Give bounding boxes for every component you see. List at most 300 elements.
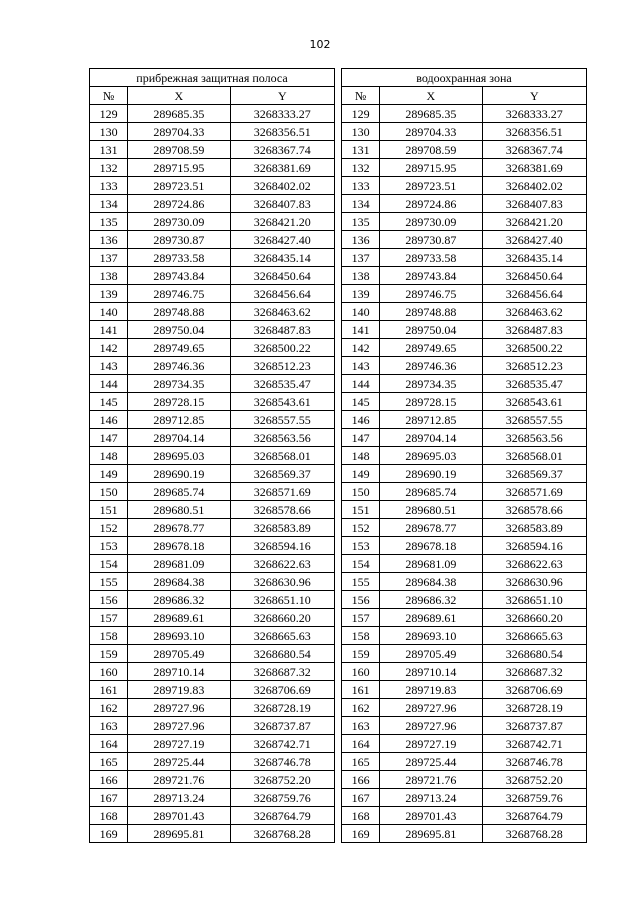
- cell-num: 130: [342, 123, 380, 141]
- table-row: [342, 537, 587, 555]
- table-row: [90, 825, 335, 843]
- cell-num: 147: [342, 429, 380, 447]
- cell-x: 289743.84: [128, 267, 230, 285]
- table-row: [342, 591, 587, 609]
- cell-num: 164: [342, 735, 380, 753]
- cell-x: 289746.75: [128, 285, 230, 303]
- cell-num: 150: [342, 483, 380, 501]
- table-row: [90, 303, 335, 321]
- cell-y: 3268450.64: [482, 267, 586, 285]
- table-row: [90, 393, 335, 411]
- cell-num: 129: [90, 105, 128, 123]
- cell-x: 289704.33: [380, 123, 482, 141]
- cell-x: 289721.76: [128, 771, 230, 789]
- cell-num: 169: [90, 825, 128, 843]
- cell-y: 3268367.74: [230, 141, 334, 159]
- cell-x: 289678.18: [128, 537, 230, 555]
- cell-x: 289727.19: [380, 735, 482, 753]
- cell-x: 289727.96: [128, 699, 230, 717]
- cell-y: 3268512.23: [230, 357, 334, 375]
- cell-x: 289685.35: [380, 105, 482, 123]
- cell-num: 168: [342, 807, 380, 825]
- cell-x: 289705.49: [128, 645, 230, 663]
- table-row: [90, 807, 335, 825]
- table-row: [90, 591, 335, 609]
- table-row: [90, 141, 335, 159]
- cell-num: 144: [90, 375, 128, 393]
- cell-num: 134: [90, 195, 128, 213]
- cell-y: 3268571.69: [482, 483, 586, 501]
- table-row: [342, 645, 587, 663]
- cell-y: 3268706.69: [482, 681, 586, 699]
- cell-y: 3268535.47: [482, 375, 586, 393]
- cell-y: 3268622.63: [230, 555, 334, 573]
- cell-num: 149: [342, 465, 380, 483]
- cell-num: 146: [342, 411, 380, 429]
- cell-num: 160: [342, 663, 380, 681]
- cell-x: 289713.24: [128, 789, 230, 807]
- cell-num: 159: [342, 645, 380, 663]
- cell-num: 145: [90, 393, 128, 411]
- cell-x: 289704.14: [128, 429, 230, 447]
- table-row: [90, 213, 335, 231]
- cell-x: 289746.36: [380, 357, 482, 375]
- cell-num: 163: [342, 717, 380, 735]
- cell-num: 164: [90, 735, 128, 753]
- cell-num: 156: [342, 591, 380, 609]
- cell-x: 289712.85: [380, 411, 482, 429]
- cell-num: 141: [90, 321, 128, 339]
- cell-y: 3268622.63: [482, 555, 586, 573]
- table-row: [90, 321, 335, 339]
- cell-num: 138: [342, 267, 380, 285]
- table-row: [342, 483, 587, 501]
- cell-y: 3268367.74: [482, 141, 586, 159]
- cell-num: 149: [90, 465, 128, 483]
- table-row: [90, 681, 335, 699]
- cell-y: 3268450.64: [230, 267, 334, 285]
- cell-y: 3268759.76: [482, 789, 586, 807]
- column-header-x: X: [380, 87, 482, 105]
- table-row: [90, 501, 335, 519]
- table-row: [90, 195, 335, 213]
- cell-x: 289695.03: [128, 447, 230, 465]
- cell-num: 132: [342, 159, 380, 177]
- cell-x: 289710.14: [380, 663, 482, 681]
- cell-num: 140: [90, 303, 128, 321]
- cell-num: 131: [342, 141, 380, 159]
- cell-y: 3268568.01: [482, 447, 586, 465]
- cell-num: 165: [342, 753, 380, 771]
- cell-num: 161: [342, 681, 380, 699]
- cell-num: 165: [90, 753, 128, 771]
- table-row: [342, 771, 587, 789]
- page-number: 102: [309, 38, 331, 51]
- table-row: [342, 177, 587, 195]
- cell-x: 289721.76: [380, 771, 482, 789]
- cell-num: 134: [342, 195, 380, 213]
- cell-num: 148: [342, 447, 380, 465]
- cell-num: 160: [90, 663, 128, 681]
- cell-x: 289743.84: [380, 267, 482, 285]
- cell-num: 151: [90, 501, 128, 519]
- table-row: [342, 393, 587, 411]
- cell-num: 153: [342, 537, 380, 555]
- cell-x: 289678.77: [128, 519, 230, 537]
- table-body: [90, 105, 335, 843]
- table-row: [342, 195, 587, 213]
- cell-y: 3268402.02: [230, 177, 334, 195]
- cell-x: 289723.51: [380, 177, 482, 195]
- cell-y: 3268500.22: [230, 339, 334, 357]
- cell-y: 3268456.64: [482, 285, 586, 303]
- cell-y: 3268356.51: [482, 123, 586, 141]
- table-row: [90, 375, 335, 393]
- cell-x: 289733.58: [380, 249, 482, 267]
- cell-num: 152: [90, 519, 128, 537]
- cell-y: 3268583.89: [230, 519, 334, 537]
- table-row: [90, 789, 335, 807]
- cell-y: 3268660.20: [230, 609, 334, 627]
- table-row: [342, 627, 587, 645]
- cell-y: 3268500.22: [482, 339, 586, 357]
- cell-x: 289680.51: [128, 501, 230, 519]
- cell-x: 289730.87: [128, 231, 230, 249]
- table-row: [90, 465, 335, 483]
- table-title: прибрежная защитная полоса: [90, 69, 335, 87]
- table-row: [342, 339, 587, 357]
- cell-y: 3268746.78: [482, 753, 586, 771]
- cell-x: 289685.35: [128, 105, 230, 123]
- cell-num: 155: [342, 573, 380, 591]
- cell-y: 3268381.69: [482, 159, 586, 177]
- cell-x: 289724.86: [380, 195, 482, 213]
- table-row: [342, 105, 587, 123]
- table-row: [342, 573, 587, 591]
- table-row: [342, 519, 587, 537]
- table-row: [342, 321, 587, 339]
- cell-num: 166: [342, 771, 380, 789]
- table-row: [90, 411, 335, 429]
- cell-y: 3268759.76: [230, 789, 334, 807]
- cell-x: 289693.10: [380, 627, 482, 645]
- table-row: [342, 825, 587, 843]
- cell-y: 3268571.69: [230, 483, 334, 501]
- cell-y: 3268752.20: [482, 771, 586, 789]
- cell-y: 3268487.83: [482, 321, 586, 339]
- cell-x: 289695.03: [380, 447, 482, 465]
- table-row: [90, 429, 335, 447]
- cell-x: 289727.96: [380, 717, 482, 735]
- cell-x: 289681.09: [380, 555, 482, 573]
- cell-x: 289733.58: [128, 249, 230, 267]
- cell-y: 3268568.01: [230, 447, 334, 465]
- cell-y: 3268402.02: [482, 177, 586, 195]
- cell-num: 147: [90, 429, 128, 447]
- cell-y: 3268594.16: [230, 537, 334, 555]
- cell-num: 130: [90, 123, 128, 141]
- cell-x: 289689.61: [128, 609, 230, 627]
- column-header-y: Y: [230, 87, 334, 105]
- table-row: [90, 159, 335, 177]
- cell-num: 169: [342, 825, 380, 843]
- table-row: [342, 465, 587, 483]
- cell-num: 137: [90, 249, 128, 267]
- cell-num: 140: [342, 303, 380, 321]
- water-protection-zone-table: [341, 68, 587, 843]
- cell-x: 289748.88: [128, 303, 230, 321]
- cell-num: 138: [90, 267, 128, 285]
- cell-y: 3268687.32: [230, 663, 334, 681]
- cell-y: 3268569.37: [230, 465, 334, 483]
- cell-num: 144: [342, 375, 380, 393]
- cell-y: 3268752.20: [230, 771, 334, 789]
- cell-x: 289750.04: [380, 321, 482, 339]
- cell-num: 136: [90, 231, 128, 249]
- cell-y: 3268557.55: [230, 411, 334, 429]
- cell-num: 133: [342, 177, 380, 195]
- column-header-num: №: [342, 87, 380, 105]
- cell-num: 167: [342, 789, 380, 807]
- cell-num: 135: [90, 213, 128, 231]
- cell-y: 3268381.69: [230, 159, 334, 177]
- cell-num: 162: [90, 699, 128, 717]
- cell-y: 3268435.14: [230, 249, 334, 267]
- cell-y: 3268728.19: [230, 699, 334, 717]
- cell-y: 3268630.96: [482, 573, 586, 591]
- table-row: [90, 753, 335, 771]
- cell-num: 145: [342, 393, 380, 411]
- cell-y: 3268737.87: [482, 717, 586, 735]
- table-row: [342, 501, 587, 519]
- cell-y: 3268651.10: [482, 591, 586, 609]
- cell-y: 3268333.27: [482, 105, 586, 123]
- cell-y: 3268728.19: [482, 699, 586, 717]
- table-row: [342, 303, 587, 321]
- cell-x: 289719.83: [380, 681, 482, 699]
- table-row: [90, 717, 335, 735]
- table-row: [342, 609, 587, 627]
- cell-x: 289728.15: [128, 393, 230, 411]
- cell-y: 3268665.63: [482, 627, 586, 645]
- cell-num: 131: [90, 141, 128, 159]
- cell-x: 289749.65: [380, 339, 482, 357]
- cell-num: 139: [342, 285, 380, 303]
- cell-x: 289704.33: [128, 123, 230, 141]
- cell-x: 289719.83: [128, 681, 230, 699]
- cell-y: 3268427.40: [482, 231, 586, 249]
- cell-num: 142: [342, 339, 380, 357]
- cell-x: 289695.81: [128, 825, 230, 843]
- table-row: [342, 717, 587, 735]
- cell-x: 289701.43: [380, 807, 482, 825]
- table-row: [342, 249, 587, 267]
- cell-x: 289705.49: [380, 645, 482, 663]
- cell-x: 289715.95: [380, 159, 482, 177]
- cell-y: 3268651.10: [230, 591, 334, 609]
- table-row: [342, 357, 587, 375]
- cell-y: 3268680.54: [482, 645, 586, 663]
- table-row: [342, 123, 587, 141]
- table-body: [342, 105, 587, 843]
- table-row: [342, 285, 587, 303]
- cell-num: 146: [90, 411, 128, 429]
- cell-x: 289723.51: [128, 177, 230, 195]
- cell-x: 289695.81: [380, 825, 482, 843]
- cell-num: 158: [90, 627, 128, 645]
- cell-x: 289701.43: [128, 807, 230, 825]
- cell-num: 133: [90, 177, 128, 195]
- cell-x: 289746.75: [380, 285, 482, 303]
- cell-num: 154: [90, 555, 128, 573]
- cell-y: 3268737.87: [230, 717, 334, 735]
- cell-num: 137: [342, 249, 380, 267]
- table-row: [90, 663, 335, 681]
- table-row: [90, 267, 335, 285]
- cell-y: 3268746.78: [230, 753, 334, 771]
- cell-num: 159: [90, 645, 128, 663]
- cell-num: 148: [90, 447, 128, 465]
- cell-y: 3268578.66: [482, 501, 586, 519]
- cell-num: 156: [90, 591, 128, 609]
- cell-x: 289730.09: [128, 213, 230, 231]
- cell-x: 289690.19: [128, 465, 230, 483]
- table-row: [342, 753, 587, 771]
- cell-x: 289678.18: [380, 537, 482, 555]
- cell-y: 3268487.83: [230, 321, 334, 339]
- table-row: [342, 213, 587, 231]
- cell-x: 289690.19: [380, 465, 482, 483]
- cell-y: 3268543.61: [482, 393, 586, 411]
- table-row: [90, 735, 335, 753]
- cell-y: 3268356.51: [230, 123, 334, 141]
- cell-num: 142: [90, 339, 128, 357]
- cell-x: 289727.19: [128, 735, 230, 753]
- cell-y: 3268463.62: [230, 303, 334, 321]
- table-row: [90, 249, 335, 267]
- table-row: [342, 429, 587, 447]
- cell-num: 151: [342, 501, 380, 519]
- cell-num: 166: [90, 771, 128, 789]
- cell-x: 289748.88: [380, 303, 482, 321]
- cell-x: 289725.44: [380, 753, 482, 771]
- cell-y: 3268427.40: [230, 231, 334, 249]
- table-row: [90, 483, 335, 501]
- table-row: [90, 231, 335, 249]
- table-row: [90, 285, 335, 303]
- cell-num: 162: [342, 699, 380, 717]
- cell-x: 289712.85: [128, 411, 230, 429]
- table-row: [90, 627, 335, 645]
- cell-x: 289704.14: [380, 429, 482, 447]
- cell-num: 161: [90, 681, 128, 699]
- cell-x: 289684.38: [128, 573, 230, 591]
- cell-x: 289727.96: [128, 717, 230, 735]
- cell-y: 3268706.69: [230, 681, 334, 699]
- table-row: [342, 231, 587, 249]
- coastal-strip-table: [89, 68, 335, 843]
- cell-num: 155: [90, 573, 128, 591]
- cell-y: 3268535.47: [230, 375, 334, 393]
- cell-num: 136: [342, 231, 380, 249]
- table-row: [90, 699, 335, 717]
- table-row: [90, 573, 335, 591]
- cell-y: 3268764.79: [230, 807, 334, 825]
- table-row: [342, 807, 587, 825]
- cell-y: 3268407.83: [482, 195, 586, 213]
- cell-y: 3268768.28: [482, 825, 586, 843]
- cell-num: 152: [342, 519, 380, 537]
- cell-num: 132: [90, 159, 128, 177]
- table-row: [90, 177, 335, 195]
- cell-x: 289678.77: [380, 519, 482, 537]
- cell-y: 3268768.28: [230, 825, 334, 843]
- table-row: [342, 447, 587, 465]
- table-row: [90, 123, 335, 141]
- cell-x: 289693.10: [128, 627, 230, 645]
- cell-y: 3268421.20: [482, 213, 586, 231]
- table-row: [90, 609, 335, 627]
- cell-y: 3268463.62: [482, 303, 586, 321]
- table-row: [342, 141, 587, 159]
- cell-num: 163: [90, 717, 128, 735]
- table-row: [342, 267, 587, 285]
- table-row: [90, 537, 335, 555]
- coordinate-tables: [89, 68, 587, 841]
- cell-num: 167: [90, 789, 128, 807]
- cell-x: 289724.86: [128, 195, 230, 213]
- cell-y: 3268742.71: [482, 735, 586, 753]
- cell-y: 3268665.63: [230, 627, 334, 645]
- cell-y: 3268407.83: [230, 195, 334, 213]
- table-row: [90, 105, 335, 123]
- cell-x: 289684.38: [380, 573, 482, 591]
- cell-num: 143: [342, 357, 380, 375]
- table-row: [342, 411, 587, 429]
- cell-y: 3268569.37: [482, 465, 586, 483]
- table-row: [342, 159, 587, 177]
- cell-y: 3268594.16: [482, 537, 586, 555]
- cell-x: 289728.15: [380, 393, 482, 411]
- cell-x: 289710.14: [128, 663, 230, 681]
- table-row: [342, 663, 587, 681]
- column-header-num: №: [90, 87, 128, 105]
- cell-x: 289734.35: [380, 375, 482, 393]
- cell-num: 157: [90, 609, 128, 627]
- cell-x: 289685.74: [128, 483, 230, 501]
- table-row: [342, 681, 587, 699]
- table-row: [342, 555, 587, 573]
- table-row: [90, 771, 335, 789]
- table-row: [90, 555, 335, 573]
- cell-num: 143: [90, 357, 128, 375]
- cell-num: 154: [342, 555, 380, 573]
- table-row: [90, 519, 335, 537]
- cell-num: 158: [342, 627, 380, 645]
- cell-num: 141: [342, 321, 380, 339]
- cell-y: 3268630.96: [230, 573, 334, 591]
- cell-y: 3268421.20: [230, 213, 334, 231]
- cell-x: 289730.09: [380, 213, 482, 231]
- cell-x: 289715.95: [128, 159, 230, 177]
- cell-num: 150: [90, 483, 128, 501]
- cell-x: 289681.09: [128, 555, 230, 573]
- table-row: [90, 447, 335, 465]
- cell-x: 289713.24: [380, 789, 482, 807]
- cell-y: 3268512.23: [482, 357, 586, 375]
- cell-num: 153: [90, 537, 128, 555]
- cell-x: 289689.61: [380, 609, 482, 627]
